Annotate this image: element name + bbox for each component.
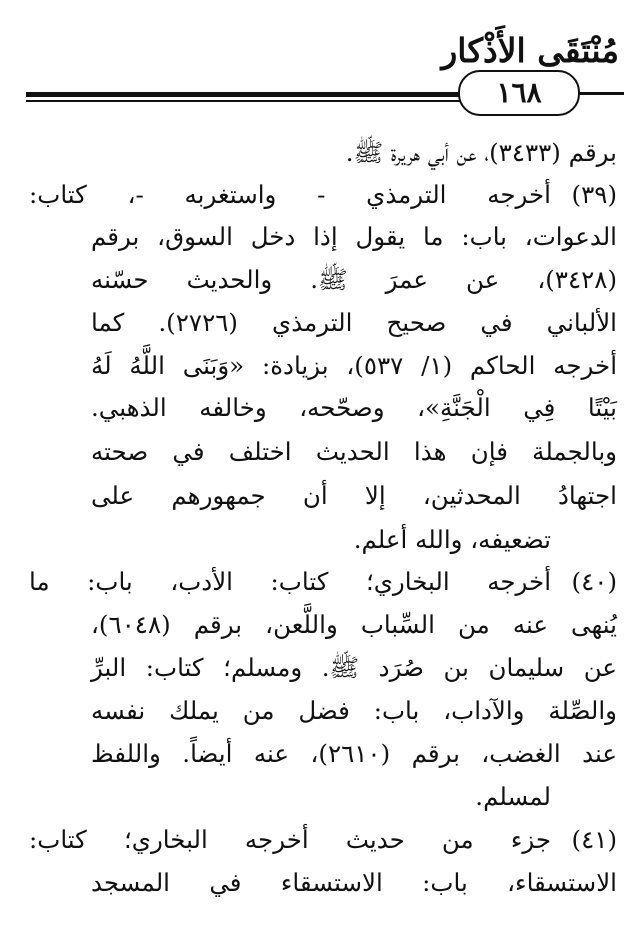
footnote-number: (٣٩) — [571, 180, 617, 209]
text-line: يُنهى عنه من السِّباب واللَّعن، برقم (٦٠٤٨)، — [91, 610, 617, 639]
text-line: عند الغضب، برقم (٢٦١٠)، عنه أيضاً. واللفظ — [91, 739, 617, 768]
text-line: وبالجملة فإن هذا الحديث اختلف في صحته — [91, 437, 617, 466]
text-line: الدعوات، باب: ما يقول إذا دخل السوق، برقم — [91, 222, 617, 251]
book-title: مُنْتَقَى الأَذْكار — [441, 31, 619, 70]
text-line: أخرجه الترمذي - واستغربه -، كتاب: — [29, 180, 551, 209]
footnote-number: (٤٠) — [571, 567, 617, 596]
page-number: ١٦٨ — [458, 70, 580, 116]
text-line: بَيْتًا فِي الْجَنَّةِ»، وصحّحه، وخالفه الذهبي. — [91, 393, 617, 422]
text-line: جزء من حديث أخرجه البخاري؛ كتاب: — [29, 825, 551, 854]
text-line: (٣٤٢٨)، عن عمرَ ﷺ. والحديث حسّنه — [91, 265, 617, 294]
text-line: اجتهادُ المحدثين، إلا أن جمهورهم على — [91, 481, 617, 510]
text-line: تضعيفه، والله أعلم. — [353, 525, 551, 554]
header-rule-thick — [26, 92, 479, 97]
text-line: عن سليمان بن صُرَد ﷺ. ومسلم؛ كتاب: البرِّ — [91, 653, 617, 682]
text-line: الاستسقاء، باب: الاستسقاء في المسجد — [91, 868, 617, 897]
text-line: أخرجه الحاكم (١/ ٥٣٧)، بزيادة: «وَبَنَى اللَّهُ لَهُ — [91, 351, 618, 380]
text-line: لمسلم. — [475, 782, 551, 811]
header-rule-thin — [26, 100, 479, 102]
text-line: والصِّلة والآداب، باب: فضل من يملك نفسه — [91, 696, 617, 725]
text-line: برقم (٣٤٣٣)، عن أبي هريرة ﷺ. — [345, 138, 617, 167]
text-line: أخرجه البخاري؛ كتاب: الأدب، باب: ما — [29, 567, 551, 596]
text-line: الألباني في صحيح الترمذي (٢٧٢٦). كما — [91, 308, 617, 337]
footnote-number: (٤١) — [571, 825, 617, 854]
